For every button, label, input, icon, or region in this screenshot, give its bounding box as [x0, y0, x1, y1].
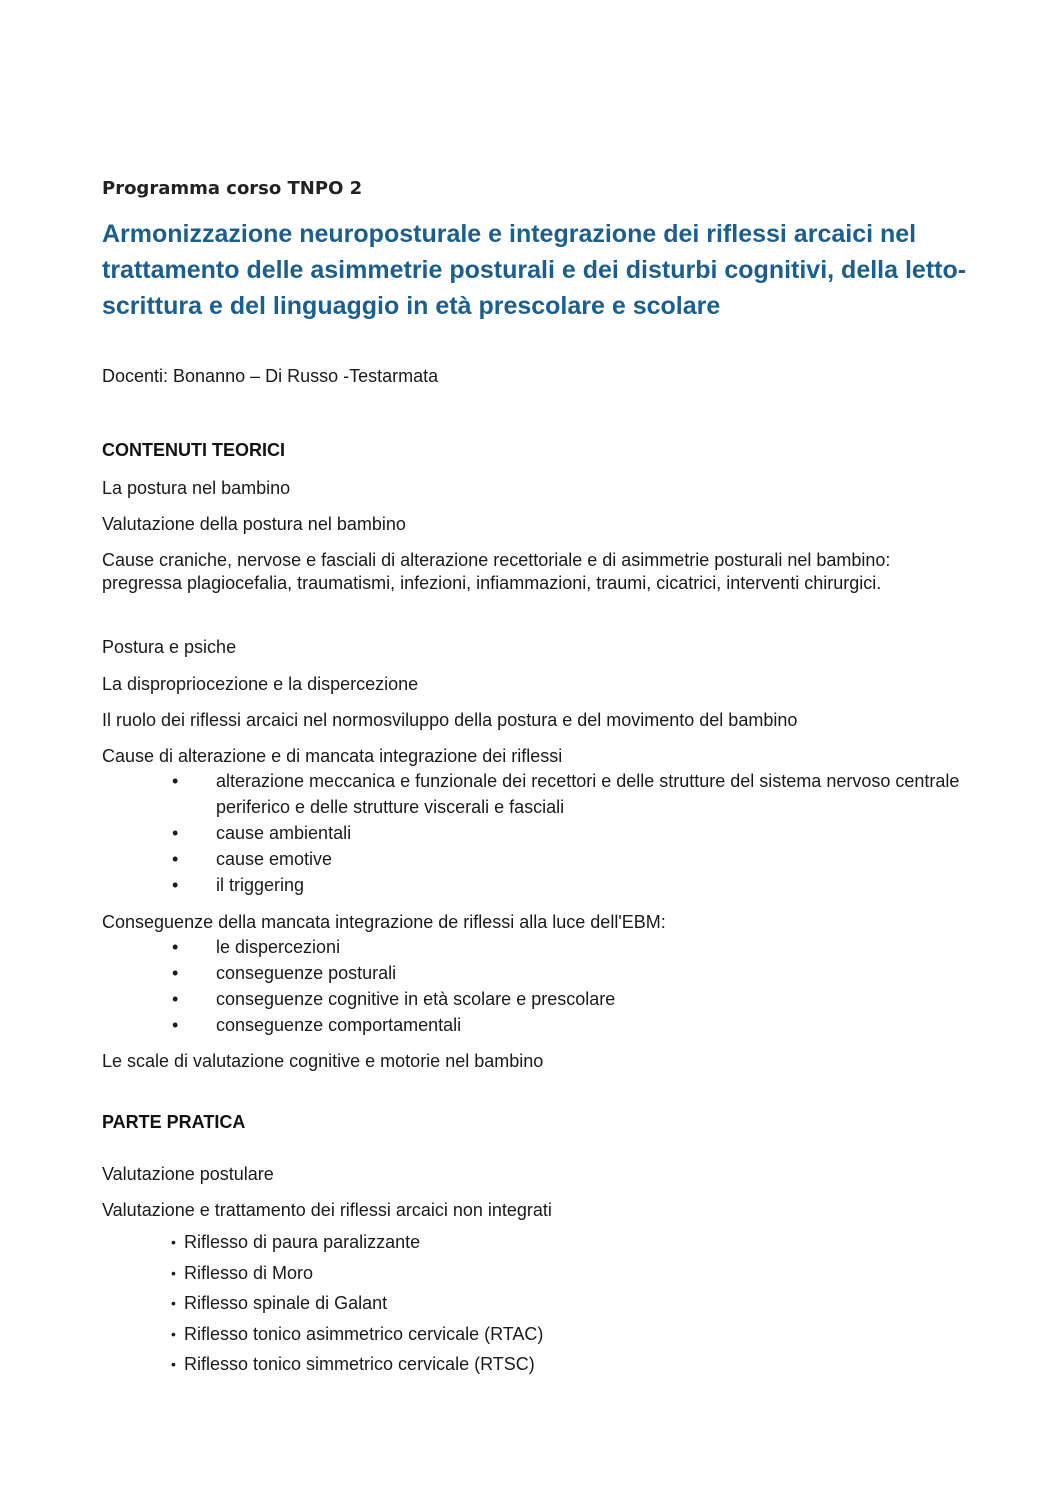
list-item-text: Riflesso spinale di Galant — [184, 1293, 388, 1313]
list-item — [102, 1012, 962, 1038]
list-item — [102, 934, 962, 960]
theory-paragraph: Cause di alterazione e di mancata integrazione dei riflessi — [102, 746, 563, 766]
list-item-text: conseguenze cognitive in età scolare e prescolare — [216, 989, 616, 1009]
list-item-text: Riflesso tonico simmetrico cervicale (RTSC) — [184, 1354, 535, 1374]
list-item — [102, 820, 962, 846]
list-item-text: conseguenze posturali — [216, 963, 397, 983]
bullet-icon: • — [172, 1015, 179, 1035]
practice-paragraph: Valutazione postulare — [102, 1164, 274, 1184]
theory-paragraph: Il ruolo dei riflessi arcaici nel normosviluppo della postura e del movimento del bambino — [102, 710, 798, 730]
bullet-icon: • — [172, 823, 179, 843]
list-item — [102, 1227, 962, 1258]
theory-paragraph: Postura e psiche — [102, 637, 237, 657]
list-item — [102, 960, 962, 986]
theory-paragraph: Valutazione della postura nel bambino — [102, 514, 406, 534]
bullet-icon: • — [172, 937, 179, 957]
course-kicker: Programma corso TNPO 2 — [102, 178, 363, 199]
teachers-line: Docenti: Bonanno – Di Russo -Testarmata — [102, 366, 439, 386]
consequences-list — [102, 934, 962, 1038]
list-item-text: cause ambientali — [216, 823, 352, 843]
reflexes-list — [102, 1227, 962, 1380]
list-item — [102, 1258, 962, 1289]
list-item-text: alterazione meccanica e funzionale dei recettori e delle strutture del sistema nervoso centrale periferico e delle strutture viscerali e fasciali — [216, 771, 960, 817]
list-item — [102, 1349, 962, 1380]
bullet-icon: • — [171, 1295, 176, 1311]
theory-paragraph: La postura nel bambino — [102, 478, 291, 498]
bullet-icon: • — [172, 875, 179, 895]
bullet-icon: • — [172, 963, 179, 983]
theory-heading: CONTENUTI TEORICI — [102, 440, 285, 460]
list-item-text: Riflesso di Moro — [184, 1262, 314, 1283]
list-item — [102, 846, 962, 872]
list-item-text: Riflesso tonico asimmetrico cervicale (RTAC) — [184, 1323, 544, 1344]
bullet-icon: • — [171, 1264, 176, 1281]
course-title: Armonizzazione neuroposturale e integrazione dei riflessi arcaici nel trattamento delle asimmetrie posturali e dei disturbi cognitivi, della letto-scrittura e del linguaggio in età prescolare e scolare — [102, 220, 967, 320]
list-item — [102, 986, 962, 1012]
bullet-icon: • — [171, 1356, 176, 1372]
list-item-text: cause emotive — [216, 849, 333, 869]
list-item-text: il triggering — [216, 875, 305, 895]
bullet-icon: • — [172, 771, 179, 791]
bullet-icon: • — [171, 1234, 176, 1250]
bullet-icon: • — [172, 849, 179, 869]
list-item — [102, 768, 962, 820]
list-item — [102, 1288, 962, 1319]
practice-paragraph: Valutazione e trattamento dei riflessi arcaici non integrati — [102, 1200, 552, 1220]
list-item — [102, 872, 962, 898]
causes-list — [102, 768, 962, 898]
list-item-text: Riflesso di paura paralizzante — [184, 1232, 421, 1252]
bullet-icon: • — [172, 989, 179, 1009]
theory-paragraph: La dispropriocezione e la dispercezione — [102, 674, 419, 694]
list-item-text: conseguenze comportamentali — [216, 1015, 462, 1035]
theory-paragraph: Conseguenze della mancata integrazione de riflessi alla luce dell'EBM: — [102, 912, 666, 932]
bullet-icon: • — [171, 1325, 176, 1342]
list-item — [102, 1319, 962, 1350]
list-item-text: le dispercezioni — [216, 937, 341, 957]
theory-paragraph: Cause craniche, nervose e fasciali di alterazione recettoriale e di asimmetrie posturali nel bambino: pregressa plagiocefalia, traumatismi, infezioni, infiammazioni, traumi, cicatrici, interventi chirurgici. — [102, 550, 891, 593]
theory-paragraph: Le scale di valutazione cognitive e motorie nel bambino — [102, 1051, 544, 1071]
practice-heading: PARTE PRATICA — [102, 1112, 246, 1132]
